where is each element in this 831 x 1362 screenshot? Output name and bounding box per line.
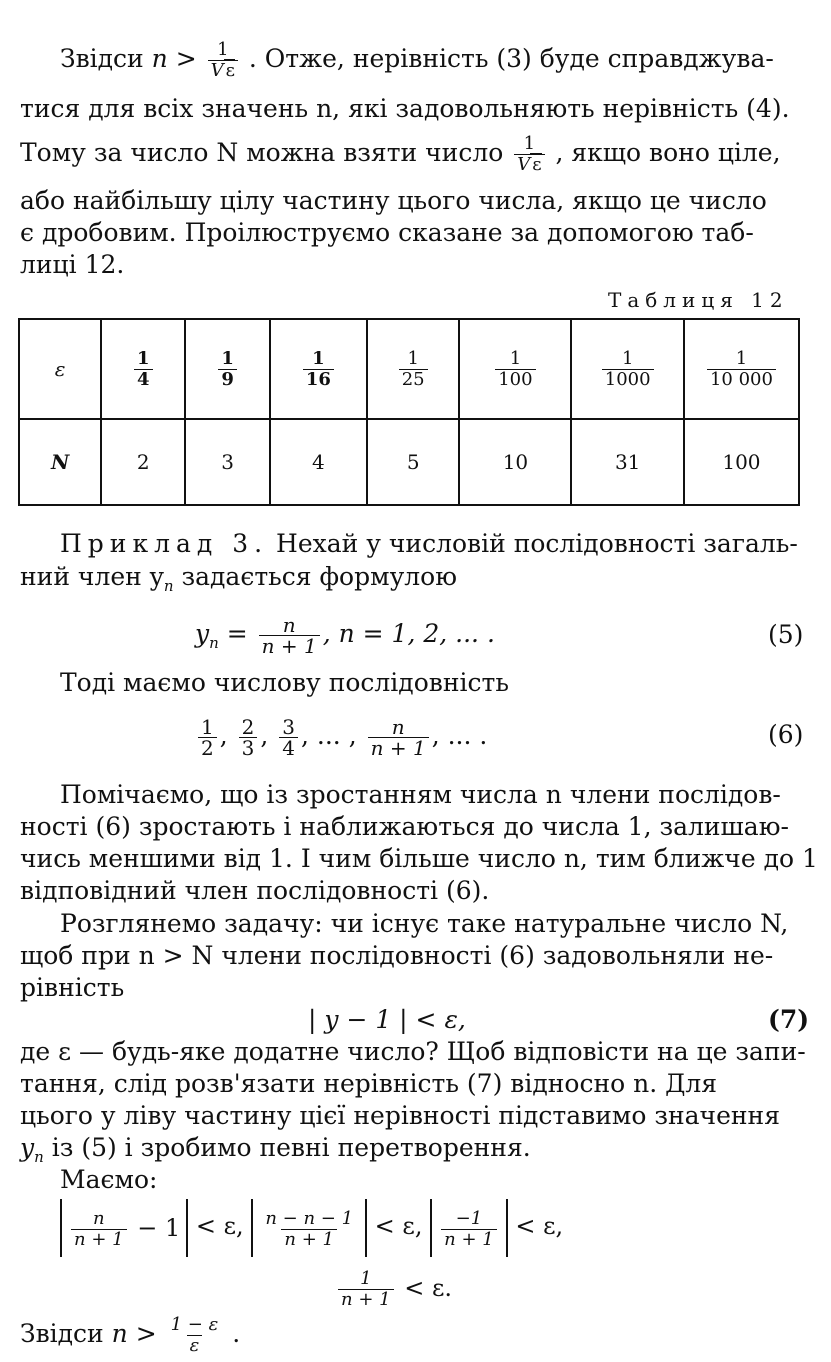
para3-line1: Розглянемо задачу: чи існує таке натуральне число N, <box>60 909 789 938</box>
table-cell-eps: $\frac{1}{4}$ <box>101 319 185 419</box>
para3-line5: тання, слід розв'язати нерівність (7) відносно n. Для <box>20 1069 718 1098</box>
para3-line4: де ε — будь-яке додатне число? Щоб відповісти на це запи- <box>20 1037 806 1066</box>
table-head-eps: ε <box>19 319 101 419</box>
table-cell-N: 3 <box>185 419 269 505</box>
table-row-N <box>19 419 799 505</box>
para1-line1 <box>60 40 774 81</box>
table-cell-eps: $\frac{1}{9}$ <box>185 319 269 419</box>
table-cell-N: 4 <box>270 419 367 505</box>
table-cell-N: 31 <box>571 419 683 505</box>
table-cell-N: 2 <box>101 419 185 505</box>
formula-6: $\frac{1}{2}$ , $\frac{2}{3}$ , $\frac{3}{4}$ , ... , $\frac{n}{n + 1}$ , ... . <box>195 708 487 764</box>
table-cell-eps: $\frac{1}{1000}$ <box>571 319 683 419</box>
table-caption: Таблиця 12 <box>608 288 789 312</box>
table-cell-eps: $\frac{1}{25}$ <box>367 319 459 419</box>
table-cell-eps: $\frac{1}{100}$ <box>459 319 571 419</box>
para2-line2: ності (6) зростають і наближаються до числа 1, залишаю- <box>20 812 789 841</box>
text: . Отже, нерівність (3) буде справджува- <box>248 44 774 73</box>
table-cell-N: 100 <box>684 419 799 505</box>
para3-line8: Маємо: <box>60 1165 158 1194</box>
calc-line: $\frac{n}{n + 1}$ − 1 < ε, $\frac{n - n - 1}{n + 1}$ < ε, $\frac{-1}{n + 1}$ < ε, <box>60 1196 563 1257</box>
example-line1: Приклад 3. Нехай у числовій послідовності загаль- <box>60 529 798 558</box>
para2-line4: відповідний член послідовності (6). <box>20 876 490 905</box>
fraction: $\frac{1}{\text{V ε}}$ <box>514 134 544 175</box>
text: Звідси <box>60 44 144 73</box>
calc-line2: $\frac{1}{n + 1}$ < ε. <box>335 1260 452 1316</box>
para3-line6: цього у ліву частину цієї нерівності підставимо значення <box>20 1101 780 1130</box>
para1-line5: є дробовим. Проілюструємо сказане за допомогою таб- <box>20 218 754 247</box>
table-cell-N: 5 <box>367 419 459 505</box>
example-label: Приклад 3. <box>60 529 269 558</box>
example-line3: Тоді маємо числову послідовність <box>60 668 509 697</box>
para1-line4: або найбільшу цілу частину цього числа, якщо це число <box>20 186 767 215</box>
formula-7: | y − 1 | < ε, <box>308 1005 466 1034</box>
text: n > <box>151 44 197 73</box>
fraction: $\frac{1}{\text{V ε}}$ <box>208 40 238 81</box>
table-row-eps <box>19 319 799 419</box>
table-head-N: N <box>19 419 101 505</box>
formula-tag-6: (6) <box>768 720 804 749</box>
para3-line2: щоб при n > N члени послідовності (6) задовольняли не- <box>20 941 774 970</box>
para3-line3: рівність <box>20 973 125 1002</box>
para1-line2: тися для всіх значень n, які задовольняють нерівність (4). <box>20 94 790 123</box>
formula-tag-5: (5) <box>768 620 804 649</box>
para2-line3: чись меншими від 1. І чим більше число n, тим ближче до 1 <box>20 844 818 873</box>
formula-5: $y_n$ = $\frac{n}{n + 1}$ , n = 1, 2, ... . <box>195 613 495 658</box>
formula-tag-7: (7) <box>768 1005 810 1034</box>
table-cell-N: 10 <box>459 419 571 505</box>
example-line2: ний член $y_n$ задається формулою <box>20 562 457 595</box>
final-line: Звідси n > $\frac{1 - \varepsilon}{\varepsilon}$ . <box>20 1314 241 1356</box>
para1-line6: лиці 12. <box>20 250 125 279</box>
table-12 <box>18 318 800 506</box>
para1-line3: Тому за число N можна взяти число $\frac{1}{\text{V ε}}$ , якщо воно ціле, <box>20 133 781 175</box>
para3-line7: $y_n$ із (5) і зробимо певні перетворення. <box>20 1133 531 1166</box>
para2-line1: Помічаємо, що із зростанням числа n члени послідов- <box>60 780 781 809</box>
table-cell-eps: $\frac{1}{10 000}$ <box>684 319 799 419</box>
table-cell-eps: $\frac{1}{16}$ <box>270 319 367 419</box>
